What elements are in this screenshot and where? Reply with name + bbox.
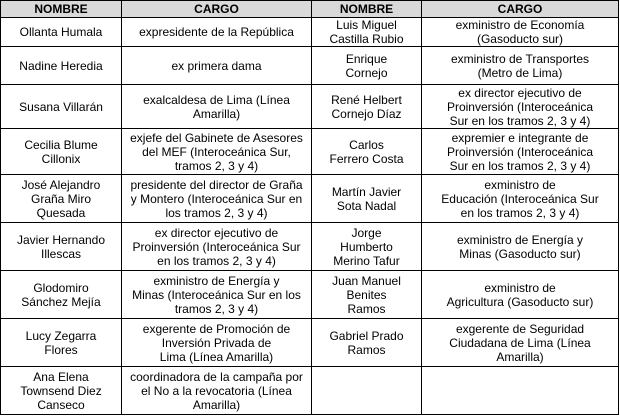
name-cell: Juan Manuel Benites Ramos — [312, 271, 422, 319]
name-cell: Glodomiro Sánchez Mejía — [1, 271, 122, 319]
role-cell: coordinadora de la campaña por el No a la revocatoria (Línea Amarilla) — [122, 367, 312, 415]
role-cell: ex director ejecutivo de Proinversión (Interoceánica Sur en los tramos 2, 3 y 4) — [422, 85, 619, 129]
table-row — [1, 175, 619, 223]
role-cell: exalcaldesa de Lima (Línea Amarilla) — [122, 85, 312, 129]
role-cell: ex primera dama — [122, 47, 312, 85]
role-cell: ex director ejecutivo de Proinversión (Interoceánica Sur en los tramos 2, 3 y 4) — [122, 223, 312, 271]
header-cargo-left: CARGO — [122, 1, 312, 18]
role-cell: exministro de Educación (Interoceánica Sur en los tramos 2, 3 y 4) — [422, 175, 619, 223]
role-cell: exministro de Transportes (Metro de Lima) — [422, 47, 619, 85]
table-row — [1, 319, 619, 367]
role-cell: exministro de Energía y Minas (Gasoducto sur) — [422, 223, 619, 271]
header-nombre-right: NOMBRE — [312, 1, 422, 18]
role-cell: exgerente de Seguridad Ciudadana de Lima (Línea Amarilla) — [422, 319, 619, 367]
name-cell: Ana Elena Townsend Diez Canseco — [1, 367, 122, 415]
table-row — [1, 47, 619, 85]
name-cell: José Alejandro Graña Miro Quesada — [1, 175, 122, 223]
role-cell — [422, 367, 619, 415]
role-cell: presidente del director de Graña y Montero (Interoceánica Sur en los tramos 2, 3 y 4) — [122, 175, 312, 223]
name-cell: Lucy Zegarra Flores — [1, 319, 122, 367]
name-cell: Susana Villarán — [1, 85, 122, 129]
table-row — [1, 271, 619, 319]
name-cell: René Helbert Cornejo Díaz — [312, 85, 422, 129]
role-cell: exjefe del Gabinete de Asesores del MEF (Interoceánica Sur, tramos 2, 3 y 4) — [122, 129, 312, 175]
role-cell: expresidente de la República — [122, 18, 312, 47]
name-cell: Gabriel Prado Ramos — [312, 319, 422, 367]
name-cell: Nadine Heredia — [1, 47, 122, 85]
role-cell: exministro de Economía (Gasoducto sur) — [422, 18, 619, 47]
table-row — [1, 223, 619, 271]
header-nombre-left: NOMBRE — [1, 1, 122, 18]
role-cell: exministro de Agricultura (Gasoducto sur) — [422, 271, 619, 319]
name-cell: Martín Javier Sota Nadal — [312, 175, 422, 223]
header-row — [1, 1, 619, 18]
name-cell: Ollanta Humala — [1, 18, 122, 47]
table-row — [1, 18, 619, 47]
name-cell: Jorge Humberto Merino Tafur — [312, 223, 422, 271]
role-cell: exgerente de Promoción de Inversión Privada de Lima (Línea Amarilla) — [122, 319, 312, 367]
name-cell: Javier Hernando Illescas — [1, 223, 122, 271]
table-row — [1, 367, 619, 415]
role-cell: expremier e integrante de Proinversión (Interoceánica Sur en los tramos 2, 3 y 4) — [422, 129, 619, 175]
table-row — [1, 129, 619, 175]
name-cell: Enrique Cornejo — [312, 47, 422, 85]
name-cell — [312, 367, 422, 415]
header-cargo-right: CARGO — [422, 1, 619, 18]
table-row — [1, 85, 619, 129]
name-cell: Carlos Ferrero Costa — [312, 129, 422, 175]
name-cell: Luis Miguel Castilla Rubio — [312, 18, 422, 47]
name-cell: Cecilia Blume Cillonix — [1, 129, 122, 175]
role-cell: exministro de Energía y Minas (Interoceánica Sur en los tramos 2, 3 y 4) — [122, 271, 312, 319]
